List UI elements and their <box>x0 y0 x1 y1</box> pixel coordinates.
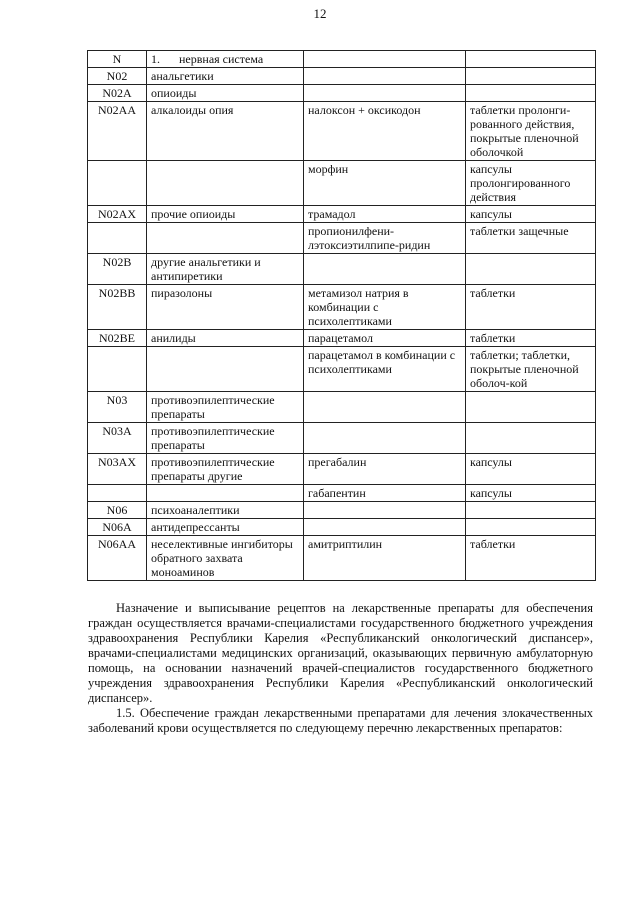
group-cell <box>147 161 304 206</box>
table-row <box>88 519 596 536</box>
form-cell <box>466 68 596 85</box>
atc-code-cell: N06AA <box>88 536 147 581</box>
atc-code-cell: N06 <box>88 502 147 519</box>
section-number: 1. <box>151 52 160 66</box>
atc-code-cell: N02BE <box>88 330 147 347</box>
atc-code-cell: N03A <box>88 423 147 454</box>
table-row <box>88 423 596 454</box>
form-cell: таблетки <box>466 330 596 347</box>
group-cell: пиразолоны <box>147 285 304 330</box>
form-cell: таблетки защечные <box>466 223 596 254</box>
table-row <box>88 285 596 330</box>
table-row <box>88 161 596 206</box>
drug-cell <box>304 68 466 85</box>
form-cell: капсулы <box>466 485 596 502</box>
body-text <box>88 601 593 736</box>
drug-cell <box>304 51 466 68</box>
group-cell: противоэпилептические препараты другие <box>147 454 304 485</box>
atc-code-cell <box>88 223 147 254</box>
form-cell: таблетки <box>466 285 596 330</box>
form-cell <box>466 502 596 519</box>
drug-cell: прегабалин <box>304 454 466 485</box>
form-cell <box>466 423 596 454</box>
atc-code-cell: N02AA <box>88 102 147 161</box>
drug-cell <box>304 254 466 285</box>
table-row <box>88 206 596 223</box>
group-cell: анилиды <box>147 330 304 347</box>
group-cell <box>147 51 304 68</box>
drug-table <box>87 50 596 581</box>
atc-code-cell: N03AX <box>88 454 147 485</box>
atc-code-cell: N02BB <box>88 285 147 330</box>
form-cell: капсулы <box>466 206 596 223</box>
group-cell: опиоиды <box>147 85 304 102</box>
drug-cell: амитриптилин <box>304 536 466 581</box>
page-number: 12 <box>313 6 327 21</box>
group-cell: алкалоиды опия <box>147 102 304 161</box>
group-cell <box>147 347 304 392</box>
group-cell: прочие опиоиды <box>147 206 304 223</box>
atc-code-cell: N06A <box>88 519 147 536</box>
atc-code-cell: N02B <box>88 254 147 285</box>
form-cell: капсулы <box>466 454 596 485</box>
atc-code-cell: N02 <box>88 68 147 85</box>
section-title: нервная система <box>179 52 264 66</box>
atc-code-cell: N <box>88 51 147 68</box>
group-cell: анальгетики <box>147 68 304 85</box>
table-row <box>88 223 596 254</box>
form-cell: таблетки; таблетки, покрытые пленочной оболоч-кой <box>466 347 596 392</box>
table-row <box>88 102 596 161</box>
drug-cell <box>304 519 466 536</box>
table-row <box>88 51 596 68</box>
atc-code-cell <box>88 161 147 206</box>
form-cell <box>466 85 596 102</box>
drug-cell: налоксон + оксикодон <box>304 102 466 161</box>
form-cell <box>466 254 596 285</box>
table-row <box>88 485 596 502</box>
table-row <box>88 254 596 285</box>
group-cell: антидепрессанты <box>147 519 304 536</box>
group-cell: другие анальгетики и антипиретики <box>147 254 304 285</box>
group-cell: противоэпилептические препараты <box>147 423 304 454</box>
form-cell <box>466 519 596 536</box>
drug-cell <box>304 502 466 519</box>
atc-code-cell: N02AX <box>88 206 147 223</box>
drug-cell: парацетамол <box>304 330 466 347</box>
atc-code-cell: N02A <box>88 85 147 102</box>
drug-cell: парацетамол в комбинации с психолептиками <box>304 347 466 392</box>
table-row <box>88 454 596 485</box>
group-cell: противоэпилептические препараты <box>147 392 304 423</box>
form-cell: таблетки пролонги-рованного действия, покрытые пленочной оболочкой <box>466 102 596 161</box>
table-row <box>88 330 596 347</box>
atc-code-cell <box>88 485 147 502</box>
group-cell: психоаналептики <box>147 502 304 519</box>
drug-cell: трамадол <box>304 206 466 223</box>
drug-cell <box>304 392 466 423</box>
atc-code-cell: N03 <box>88 392 147 423</box>
group-cell: неселективные ингибиторы обратного захвата моноаминов <box>147 536 304 581</box>
table-row <box>88 502 596 519</box>
form-cell: таблетки <box>466 536 596 581</box>
drug-cell: габапентин <box>304 485 466 502</box>
drug-cell: пропионилфени-лэтоксиэтилпипе-ридин <box>304 223 466 254</box>
atc-code-cell <box>88 347 147 392</box>
group-cell <box>147 485 304 502</box>
form-cell: капсулы пролонгированного действия <box>466 161 596 206</box>
form-cell <box>466 392 596 423</box>
form-cell <box>466 51 596 68</box>
drug-cell <box>304 423 466 454</box>
table-row <box>88 347 596 392</box>
group-cell <box>147 223 304 254</box>
table-row <box>88 85 596 102</box>
table-row <box>88 536 596 581</box>
paragraph-1-5: 1.5. Обеспечение граждан лекарственными препаратами для лечения злокачественных заболеваний крови осуществляется по следующему перечню лекарственных препаратов: <box>88 706 593 735</box>
table-row <box>88 392 596 423</box>
table-row <box>88 68 596 85</box>
drug-cell: метамизол натрия в комбинации с психолептиками <box>304 285 466 330</box>
drug-cell <box>304 85 466 102</box>
paragraph-prescription: Назначение и выписывание рецептов на лекарственные препараты для обеспечения граждан осуществляется врачами-специалистами государственного бюджетного учреждения здравоохранения Республики Карелия «Республиканский онкологический диспансер», врачами-специалистами медицинских организаций, оказывающих первичную амбулаторную помощь, на основании назначений врачей-специалистов государственного бюджетного учреждения здравоохранения Республики Карелия «Республиканский онкологический диспансер». <box>88 601 593 705</box>
drug-cell: морфин <box>304 161 466 206</box>
